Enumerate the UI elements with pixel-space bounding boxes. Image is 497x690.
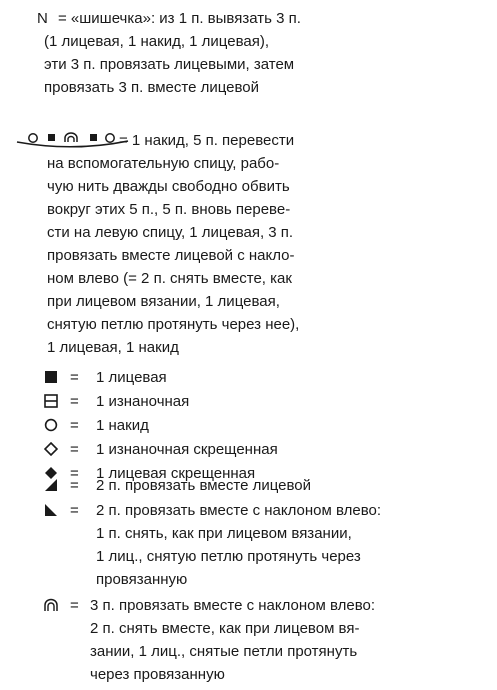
bobble-symbol: N [37, 10, 48, 27]
legend-n-line: = «шишечка»: из 1 п. вывязать 3 п. [58, 10, 301, 27]
legend-n-line: (1 лицевая, 1 накид, 1 лицевая), [44, 33, 269, 50]
triple-decrease-icon [65, 133, 77, 142]
legend-text: 3 п. провязать вместе с наклоном влево: [90, 597, 376, 614]
legend-text: 1 накид [96, 417, 149, 434]
yarn-over-icon [106, 134, 114, 142]
left-triangle-icon [44, 503, 58, 517]
equals-sign: = [70, 465, 79, 482]
knit-square-icon [90, 134, 97, 141]
legend-text: 1 лицевая [96, 369, 167, 386]
legend-complex-line: ном влево (= 2 п. снять вместе, как [47, 270, 292, 287]
equals-sign: = [70, 441, 79, 458]
legend-text: провязанную [96, 571, 188, 588]
cable-symbol [13, 130, 131, 152]
legend-n-line: провязать 3 п. вместе лицевой [44, 79, 260, 96]
legend-complex-line: чую нить дважды свободно обвить [47, 178, 290, 195]
legend-text: 2 п. провязать вместе с наклоном влево: [96, 502, 382, 519]
right-triangle-icon [44, 478, 58, 492]
legend-text: 2 п. провязать вместе лицевой [96, 477, 312, 494]
equals-sign: = [70, 597, 79, 614]
legend-text: 1 п. снять, как при лицевом вязании, [96, 525, 352, 542]
legend-text: 1 лицевая скрещенная [96, 465, 256, 482]
legend-text: 1 изнаночная скрещенная [96, 441, 278, 458]
legend-complex-line: снятую петлю протянуть через нее), [47, 316, 300, 333]
equals-sign: = [70, 369, 79, 386]
legend-complex-line: провязать вместе лицевой с накло- [47, 247, 295, 264]
legend-text: зании, 1 лиц., снятые петли протянуть [90, 643, 358, 660]
equals-sign: = [70, 477, 79, 494]
filled-square-icon [44, 370, 58, 384]
legend-complex-line: на вспомогательную спицу, рабо- [47, 155, 280, 172]
legend-complex-line: при лицевом вязании, 1 лицевая, [47, 293, 280, 310]
outline-diamond-icon [44, 442, 58, 456]
legend-complex-line: сти на левую спицу, 1 лицевая, 3 п. [47, 224, 294, 241]
legend-complex-line: 1 лицевая, 1 накид [47, 339, 179, 356]
legend-text: 1 лиц., снятую петлю протянуть через [96, 548, 361, 565]
legend-n-line: эти 3 п. провязать лицевыми, затем [44, 56, 295, 73]
legend-complex-line: = 1 накид, 5 п. перевести [119, 132, 295, 149]
yarn-over-icon [29, 134, 37, 142]
equals-sign: = [70, 393, 79, 410]
split-square-icon [44, 394, 58, 408]
circle-icon [44, 418, 58, 432]
equals-sign: = [70, 502, 79, 519]
equals-sign: = [70, 417, 79, 434]
legend-text: 1 изнаночная [96, 393, 190, 410]
legend-text: 2 п. снять вместе, как при лицевом вя- [90, 620, 360, 637]
knit-square-icon [48, 134, 55, 141]
legend-text: через провязанную [90, 666, 225, 683]
triple-decrease-icon [43, 598, 59, 612]
legend-complex-line: вокруг этих 5 п., 5 п. вновь переве- [47, 201, 291, 218]
